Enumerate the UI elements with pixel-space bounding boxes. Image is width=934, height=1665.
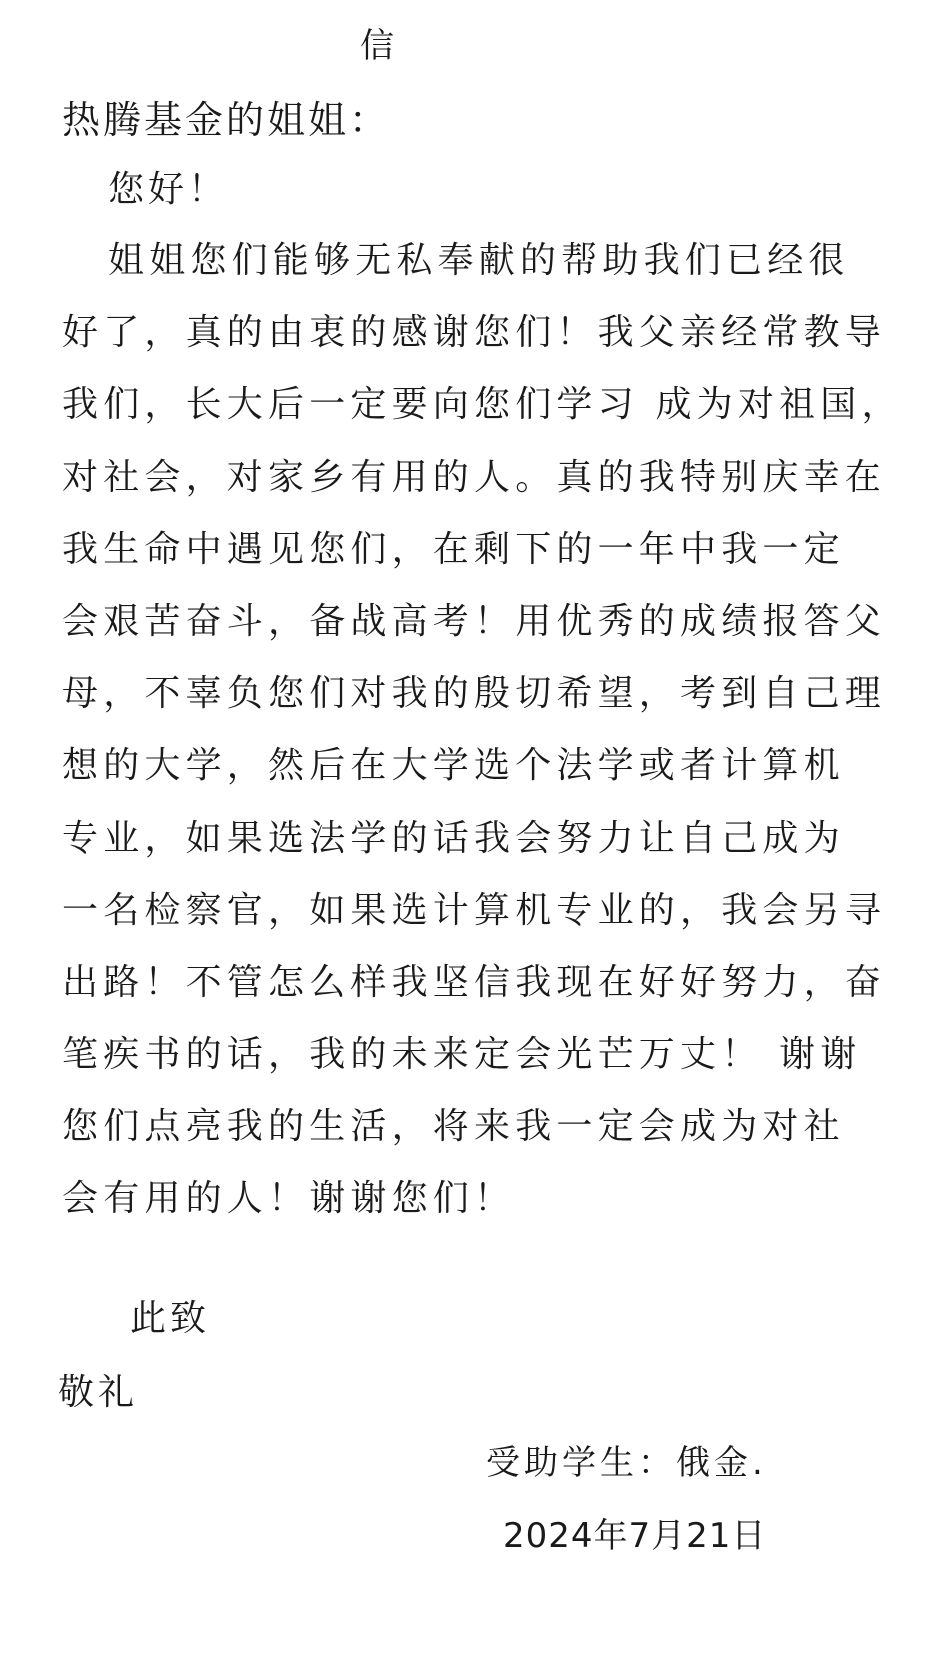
body-line: 会艰苦奋斗，备战高考！用优秀的成绩报答父 [62, 600, 887, 642]
body-line: 想的大学，然后在大学选个法学或者计算机 [62, 745, 845, 787]
body-line: 一名检察官，如果选计算机专业的，我会另寻 [62, 889, 887, 931]
letter-greeting: 您好！ [108, 169, 229, 210]
body-line: 专业，如果选法学的话我会努力让自己成为 [62, 817, 845, 859]
closing-phrase: 此致 [130, 1298, 211, 1339]
letter-body [62, 233, 922, 1244]
body-line: 我们，长大后一定要向您们学习 成为对祖国， [62, 384, 903, 426]
body-line: 好了，真的由衷的感谢您们！我父亲经常教导 [62, 312, 887, 354]
letter-date: 2024年7月21日 [503, 1516, 767, 1556]
body-line: 姐姐您们能够无私奉献的帮助我们已经很 [108, 240, 850, 281]
body-line: 您们点亮我的生活，将来我一定会成为对社 [62, 1106, 845, 1148]
body-line: 出路！不管怎么样我坚信我现在好好努力，奋 [62, 961, 887, 1003]
letter-title: 信 [360, 26, 396, 66]
body-line: 对社会，对家乡有用的人。真的我特别庆幸在 [62, 456, 887, 498]
body-line: 会有用的人！谢谢您们！ [62, 1178, 516, 1220]
body-line: 母，不辜负您们对我的殷切希望，考到自己理 [62, 673, 887, 715]
signature: 受助学生：俄金. [486, 1443, 767, 1483]
closing-salute: 敬礼 [58, 1372, 139, 1413]
body-line: 我生命中遇见您们，在剩下的一年中我一定 [62, 528, 845, 570]
body-line: 笔疾书的话，我的未来定会光芒万丈！ 谢谢 [62, 1034, 862, 1076]
letter-salutation: 热腾基金的姐姐： [62, 98, 391, 142]
